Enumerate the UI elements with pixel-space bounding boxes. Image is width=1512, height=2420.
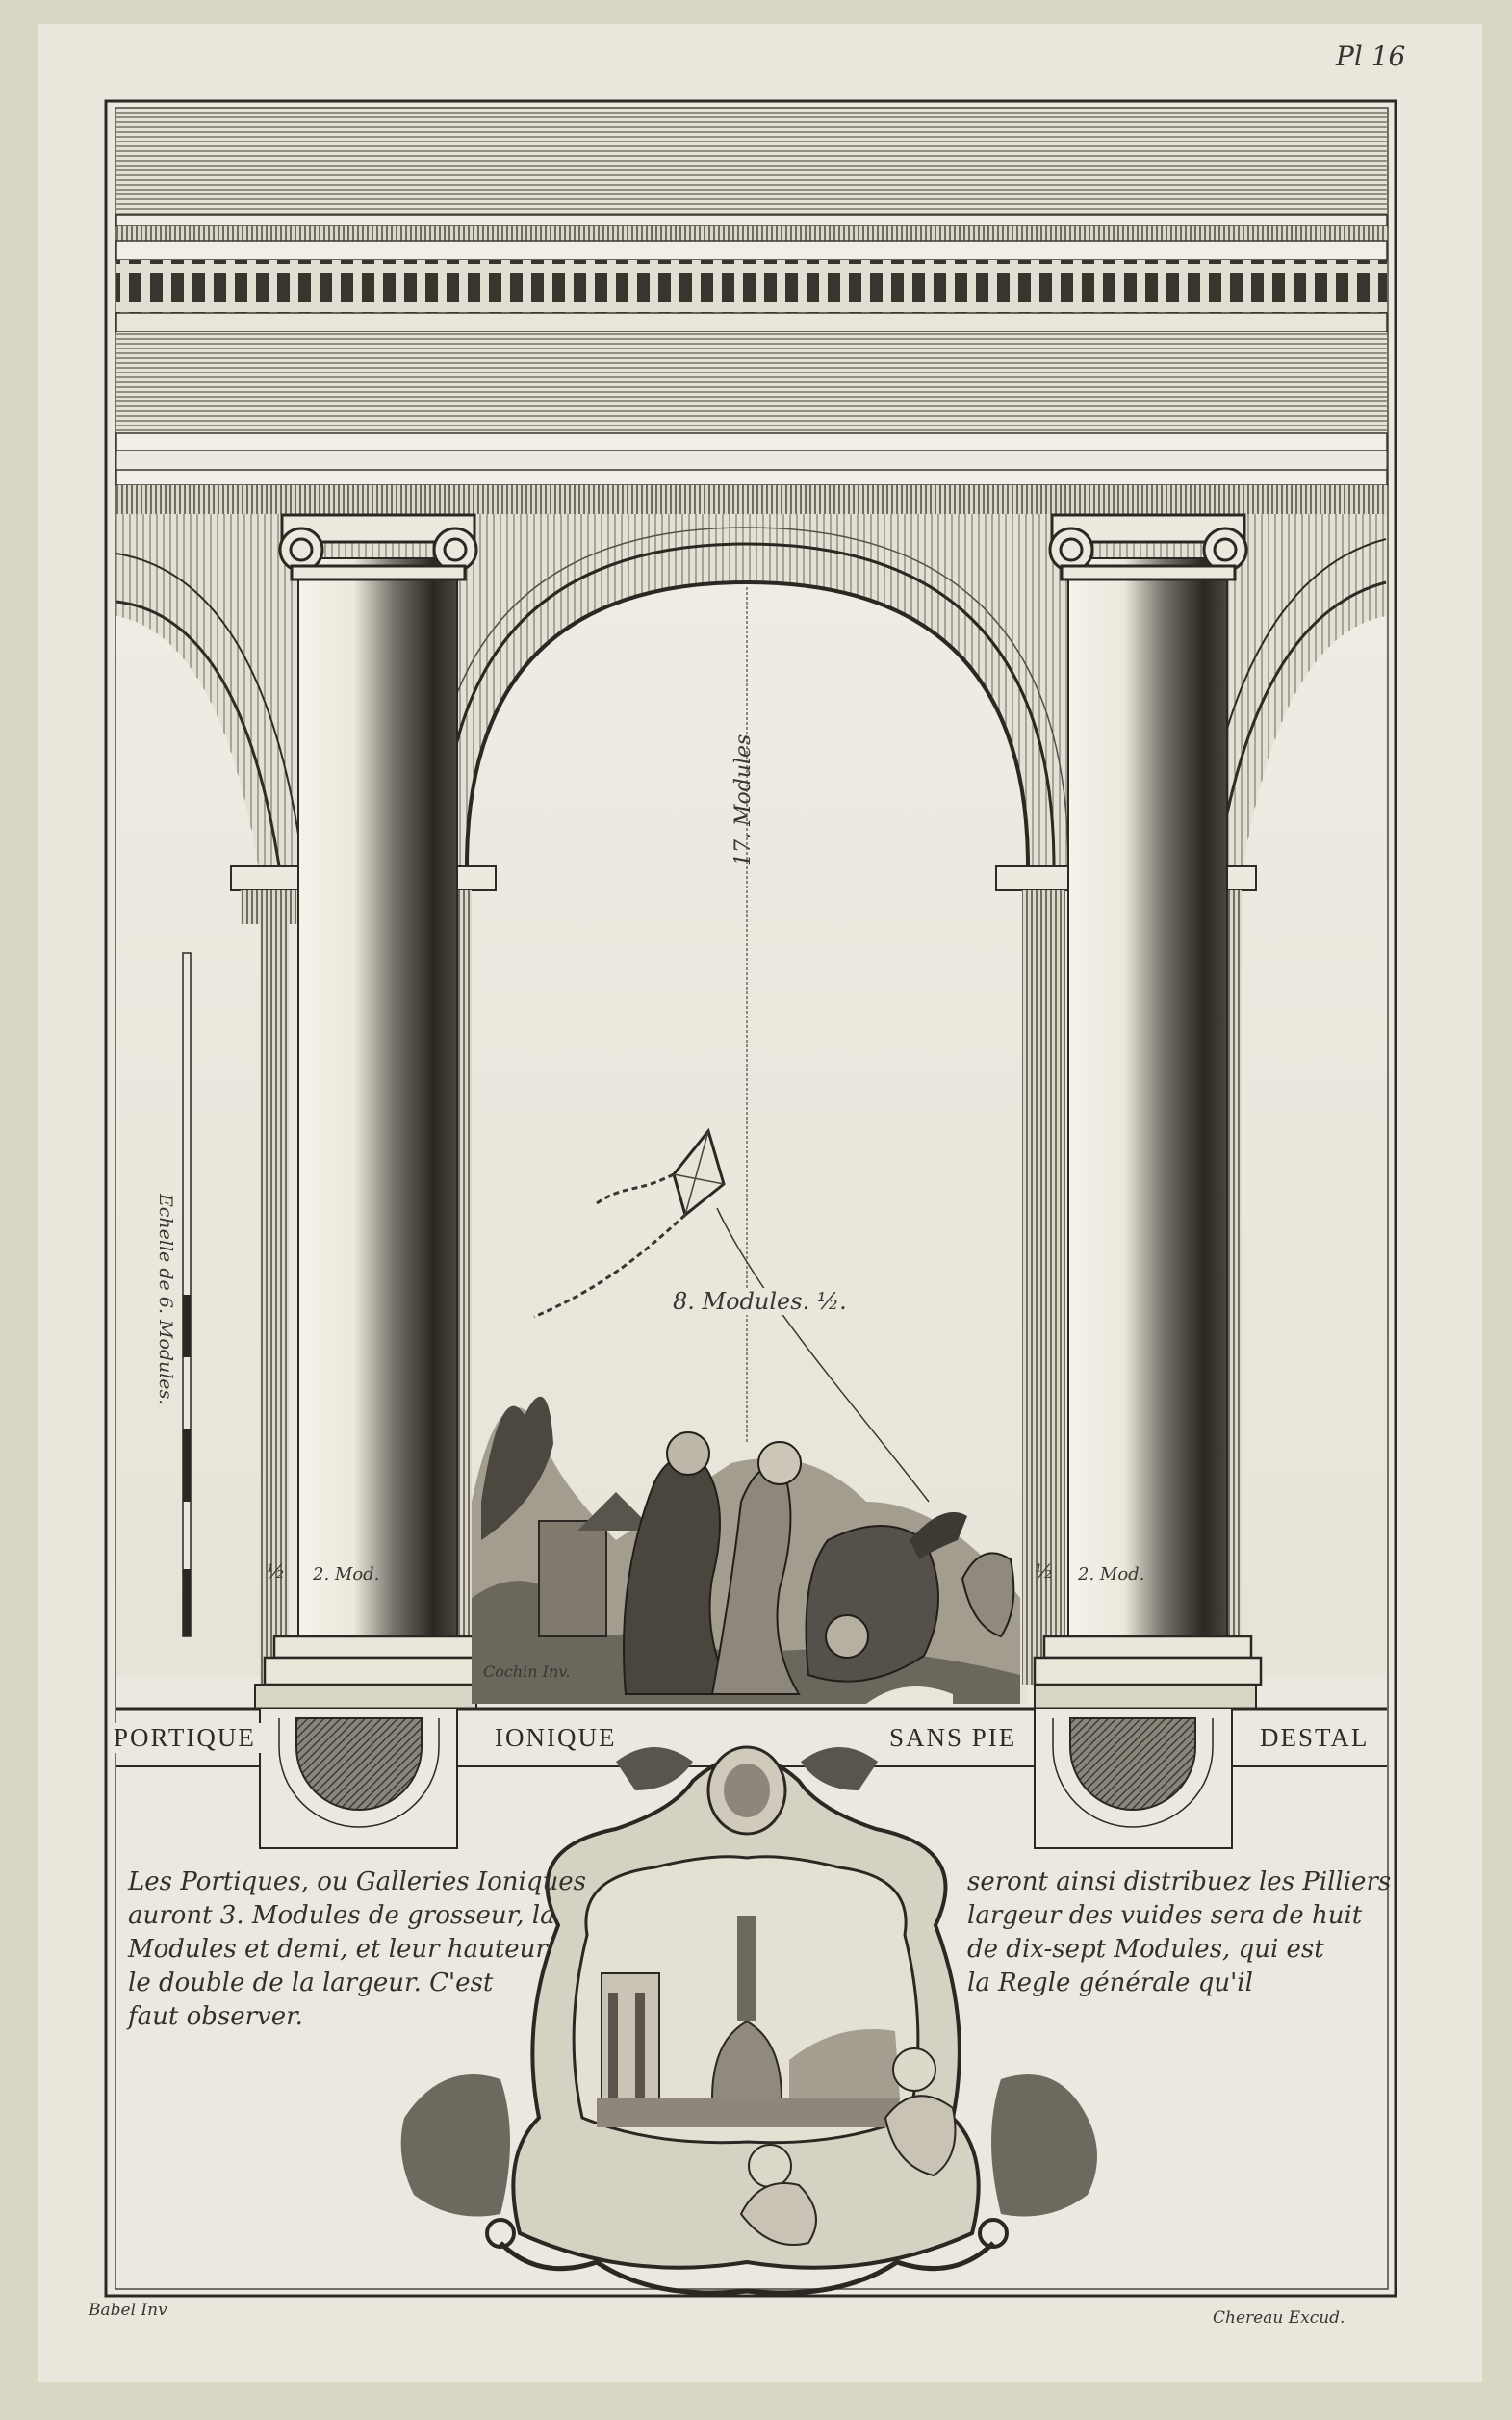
title-part-1: PORTIQUE [108, 1723, 262, 1753]
description-right-line: la Regle générale qu'il [967, 1969, 1253, 1997]
column-width-left-label: 2. Mod. [313, 1564, 380, 1584]
description-left-line: auront 3. Modules de grosseur, la [128, 1901, 555, 1930]
credit-left: Babel Inv [89, 2301, 167, 2320]
half-module-left: ½ [267, 1559, 286, 1583]
description-right [967, 1866, 1391, 2000]
description-left-line: faut observer. [128, 2002, 303, 2031]
description-right-line: de dix-sept Modules, qui est [967, 1935, 1324, 1964]
description-left-line: Modules et demi, et leur hauteur [128, 1935, 548, 1964]
description-left [128, 1866, 586, 2034]
column-width-right-label: 2. Mod. [1078, 1564, 1145, 1584]
vignette-signature: Cochin Inv. [483, 1662, 571, 1681]
scale-label: Echelle de 6. Modules. [155, 1194, 176, 1405]
title-part-2: IONIQUE [489, 1723, 622, 1753]
dimension-height-label: 17. Modules [731, 734, 756, 866]
title-part-4: DESTAL [1254, 1723, 1374, 1753]
half-module-right: ½ [1035, 1559, 1054, 1583]
description-right-line: seront ainsi distribuez les Pilliers [967, 1867, 1392, 1896]
title-part-3: SANS PIE [884, 1723, 1022, 1753]
credit-right: Chereau Excud. [1213, 2308, 1345, 2328]
plate-number: Pl 16 [1336, 40, 1406, 72]
description-right-line: largeur des vuides sera de huit [967, 1901, 1363, 1930]
description-left-line: Les Portiques, ou Galleries Ioniques [128, 1867, 586, 1896]
description-left-line: le double de la largeur. C'est [128, 1969, 494, 1997]
dimension-width-label: 8. Modules. ½. [669, 1288, 851, 1315]
